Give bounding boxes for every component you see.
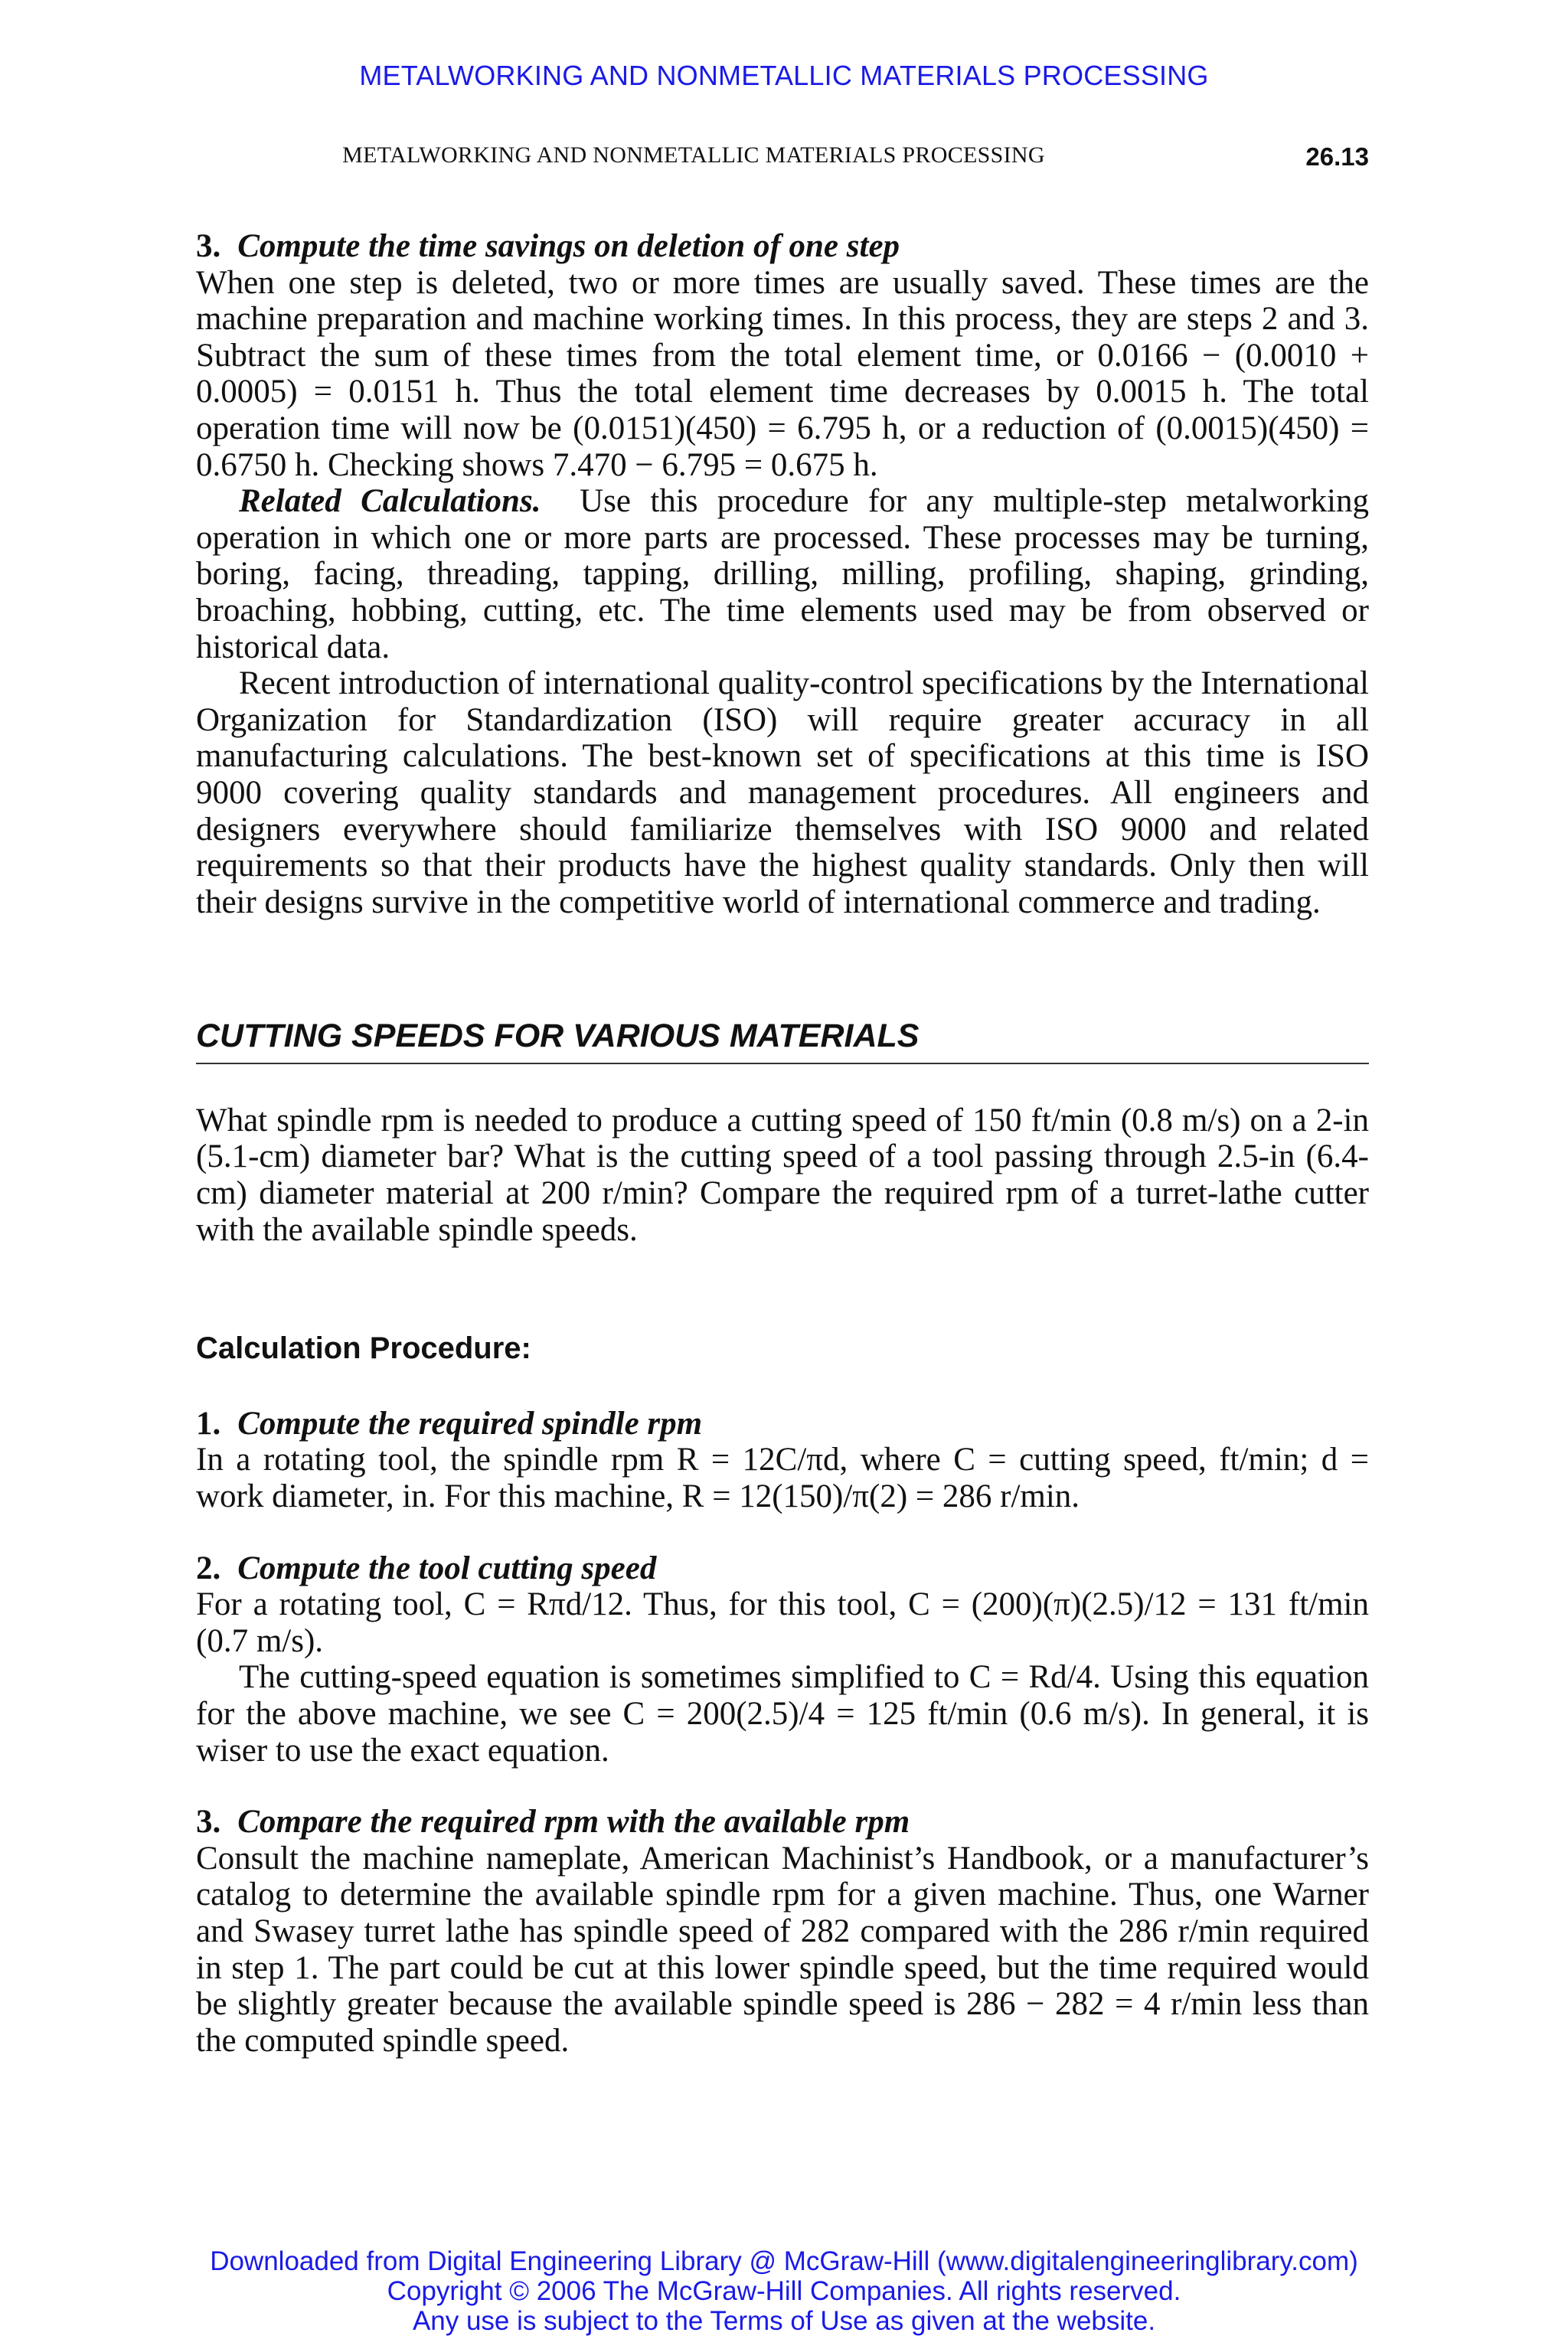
step-body: Consult the machine nameplate, American Machinist’s Handbook, or a manufacturer’s catalog to determine the available spindle rpm for a given machine. Thus, one Warner and Swasey turret lathe has spindle speed of 282 compared with the 286 r/min required in step 1. The part could be cut at this lower spindle speed, but the time required would be slightly greater because the available spindle speed is 286 − 282 = 4 r/min less than the computed spindle speed. <box>196 1840 1369 2059</box>
step-body-continued: The cutting-speed equation is sometimes simplified to C = Rd/4. Using this equation for the above machine, we see C = 200(2.5)/4 = 125 ft/min (0.6 m/s). In general, it is wiser to use the exact equation. <box>196 1659 1369 1769</box>
top-source-link[interactable]: METALWORKING AND NONMETALLIC MATERIALS PROCESSING <box>359 60 1209 91</box>
step-number: 2. <box>196 1550 221 1586</box>
step-heading <box>196 228 1369 265</box>
step-number: 3. <box>196 1804 221 1841</box>
step-body: For a rotating tool, C = Rπd/12. Thus, for this tool, C = (200)(π)(2.5)/12 = 131 ft/min (0.7 m/s). <box>196 1586 1369 1659</box>
step-title: Compare the required rpm with the available rpm <box>237 1804 910 1841</box>
running-header <box>196 142 1369 176</box>
step-title: Compute the tool cutting speed <box>237 1550 657 1586</box>
footer <box>0 2246 1568 2336</box>
section-title: CUTTING SPEEDS FOR VARIOUS MATERIALS <box>196 1018 1369 1064</box>
page-body <box>196 228 1369 2059</box>
running-title: METALWORKING AND NONMETALLIC MATERIALS PROCESSING <box>342 142 1045 168</box>
spacer <box>196 920 1369 1018</box>
step-title: Compute the required spindle rpm <box>237 1405 703 1442</box>
step-body: When one step is deleted, two or more times are usually saved. These times are the machine preparation and machine working times. In this process, they are steps 2 and 3. Subtract the sum of these times from the total element time, or 0.0166 − (0.0010 + 0.0005) = 0.0151 h. Thus the total element time decreases by 0.0015 h. The total operation time will now be (0.0151)(450) = 6.795 h, or a reduction of (0.0015)(450) = 0.6750 h. Checking shows 7.470 − 6.795 = 0.675 h. <box>196 264 1369 483</box>
spacer <box>196 1515 1369 1550</box>
spacer <box>196 1769 1369 1804</box>
footer-terms-link[interactable]: Any use is subject to the Terms of Use as given at the website. <box>412 2306 1156 2336</box>
procedure-heading: Calculation Procedure: <box>196 1331 531 1366</box>
related-calculations-label: Related Calculations. <box>239 483 541 520</box>
spacer <box>196 1064 1369 1102</box>
step-heading <box>196 1550 1369 1587</box>
step-title: Compute the time savings on deletion of one step <box>237 228 900 264</box>
step-heading <box>196 1406 1369 1442</box>
step-heading <box>196 1804 1369 1841</box>
spacer <box>196 1248 1369 1331</box>
spacer <box>196 1367 1369 1406</box>
footer-copyright: Copyright © 2006 The McGraw-Hill Companies. All rights reserved. <box>387 2276 1181 2306</box>
related-calculations-paragraph <box>196 483 1369 665</box>
iso-paragraph: Recent introduction of international quality-control specifications by the International Organization for Standardization (ISO) will require greater accuracy in all manufacturing calculations. The best-known set of specifications at this time is ISO 9000 covering quality standards and management procedures. All engineers and designers everywhere should familiarize themselves with ISO 9000 and related requirements so that their products have the highest quality standards. Only then will their designs survive in the competitive world of international commerce and trading. <box>196 665 1369 920</box>
related-calculations-text: Use this procedure for any multiple-step metalworking operation in which one or more parts are processed. These processes may be turning, boring, facing, threading, tapping, drilling, milling, profiling, shaping, grinding, broaching, hobbing, cutting, etc. The time elements used may be from observed or historical data. <box>196 483 1369 665</box>
page-number: 26.13 <box>1305 142 1369 171</box>
problem-statement: What spindle rpm is needed to produce a cutting speed of 150 ft/min (0.8 m/s) on a 2-in (5.1-cm) diameter bar? What is the cutting speed of a tool passing through 2.5-in (6.4-cm) diameter material at 200 r/min? Compare the required rpm of a turret-lathe cutter with the available spindle speeds. <box>196 1102 1369 1248</box>
step-number: 1. <box>196 1405 221 1442</box>
step-body: In a rotating tool, the spindle rpm R = 12C/πd, where C = cutting speed, ft/min; d = work diameter, in. For this machine, R = 12(150)/π(2) = 286 r/min. <box>196 1442 1369 1515</box>
footer-download-link[interactable]: Downloaded from Digital Engineering Library @ McGraw-Hill (www.digitalengineeringlibrary.com) <box>210 2246 1358 2276</box>
step-number: 3. <box>196 228 221 264</box>
